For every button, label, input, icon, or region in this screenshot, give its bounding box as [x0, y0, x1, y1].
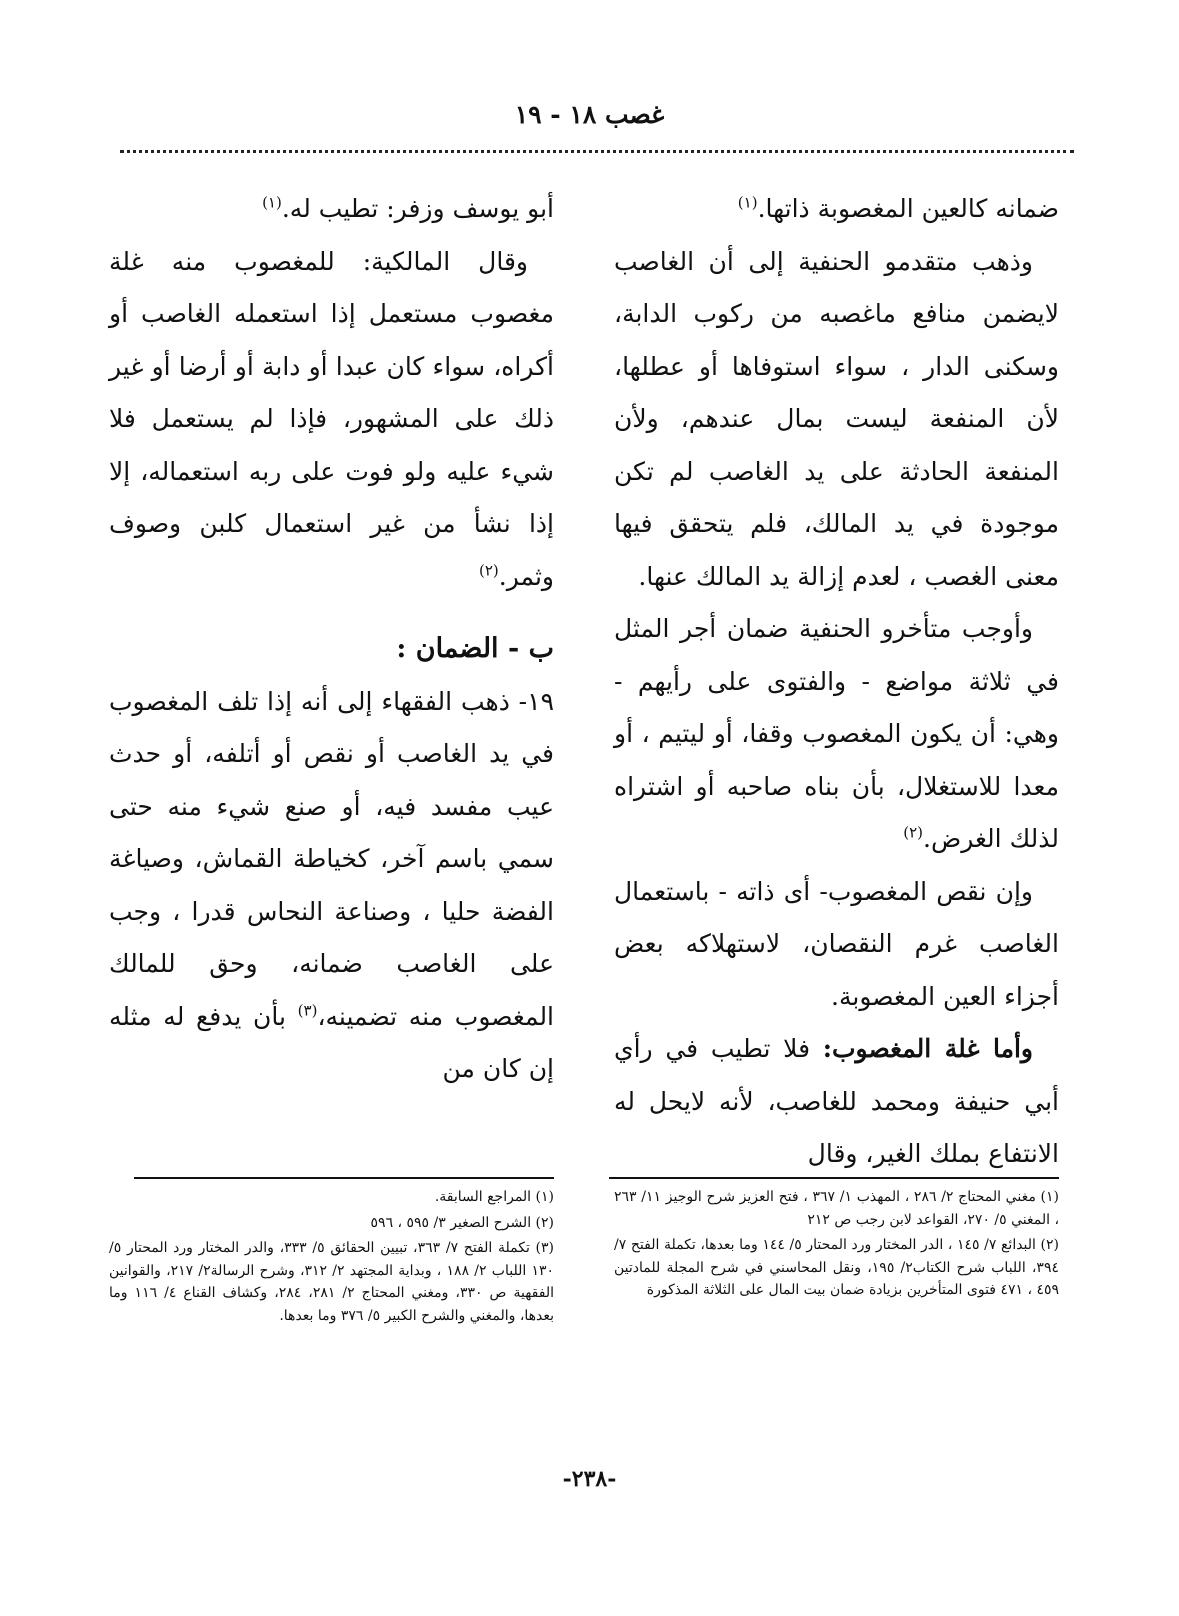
footnote-marker: (١): [737, 193, 758, 212]
left-paragraph-2: [109, 236, 554, 604]
left-paragraph-3-continuation: بأن يدفع له مثله إن كان من: [109, 1001, 554, 1083]
footnote: (٢) البدائع ٧/ ١٤٥ ، الدر المختار ورد المحتار ٥/ ١٤٤ وما بعدها، تكملة الفتح ٧/ ٣٩٤، اللباب شرح الكتاب٢/ ١٩٥، ونقل المحاسني في شرح المجلة للمادتين ٤٥٩ ، ٤٧١ فتوى المتأخرين بزيادة ضمان بيت المال على الثلاثة المذكورة: [614, 1237, 1060, 1298]
footnote: (١) المراجع السابقة.: [434, 1189, 554, 1205]
footnote: (٢) الشرح الصغير ٣/ ٥٩٥ ، ٥٩٦: [370, 1214, 554, 1231]
footnotes-right: [614, 1186, 1059, 1305]
footnote: (١) مغني المحتاج ٢/ ٢٨٦ ، المهذب ١/ ٣٦٧ ، فتح العزيز شرح الوجيز ١١/ ٢٦٣ ، المغني ٥/ ٢٧٠، القواعد لابن رجب ص ٢١٢: [614, 1189, 1060, 1228]
right-paragraph-5: [614, 1023, 1059, 1181]
right-paragraph-1: [614, 183, 1059, 236]
footnote: (٣) تكملة الفتح ٧/ ٣٦٣، تبيين الحقائق ٥/ ٣٣٣، والدر المختار ورد المحتار ٥/ ١٣٠ اللباب ٢/ ١٨٨ ، وبداية المجتهد ٢/ ٣١٢، وشرح الرسالة٢/ ٢١٧، والقوانين الفقهية ص ٣٣٠، ومغني المحتاج ٢/ ٢٨١، ٢٨٤، وكشاف القناع ٤/ ١١٦ وما بعدها، والمغني والشرح الكبير ٥/ ٣٧٦ وما بعدها.: [109, 1240, 555, 1324]
header-dotted-rule: [120, 150, 1074, 153]
footnote-rule-right: [609, 1177, 1059, 1179]
page-number: -٢٣٨-: [562, 1466, 617, 1492]
footnote-rule-left: [134, 1177, 554, 1179]
left-paragraph-3-text: ١٩- ذهب الفقهاء إلى أنه إذا تلف المغصوب في يد الغاصب أو نقص أو أتلفه، أو حدث عيب مفسد فيه، أو صنع شيء منه حتى سمي باسم آخر، كخياطة القماش، وصياغة الفضة حليا ، وصناعة النحاس قدرا ، وجب على الغاصب ضمانه، وحق للمالك المغصوب منه تضمينه،: [109, 686, 555, 1031]
footnote-marker: (٢): [903, 823, 924, 842]
left-paragraph-3: [109, 676, 554, 1096]
left-column: [109, 183, 554, 1096]
left-paragraph-1: [109, 183, 554, 236]
right-paragraph-5-text: فلا تطيب في رأي أبي حنيفة ومحمد للغاصب، لأنه لايحل له الانتفاع بملك الغير، وقال: [614, 1034, 1059, 1168]
page-header-title: غصب ١٨ - ١٩: [514, 100, 665, 129]
footnote-marker: (٣): [297, 1001, 318, 1020]
footnote-marker: (١): [262, 193, 282, 212]
right-paragraph-3-text: وأوجب متأخرو الحنفية ضمان أجر المثل في ثلاثة مواضع - والفتوى على رأيهم - وهي: أن يكون المغصوب وقفا، أو ليتيم ، أو معدا للاستغلال، بأن بناه صاحبه أو اشتراه لذلك الغرض.: [614, 614, 1059, 853]
footnotes-left: [109, 1186, 554, 1330]
footnote-marker: (٢): [478, 561, 499, 580]
right-paragraph-4: وإن نقص المغصوب- أى ذاته - باستعمال الغاصب غرم النقصان، لاستهلاكه بعض أجزاء العين المغصوبة.: [614, 876, 1059, 1011]
right-paragraph-3: [614, 603, 1059, 866]
section-heading: ب - الضمان :: [396, 633, 554, 664]
lead-term: وأما غلة المغصوب:: [822, 1034, 1033, 1063]
right-column: [614, 183, 1059, 1181]
left-paragraph-1-text: أبو يوسف وزفر: تطيب له.: [281, 194, 554, 223]
right-paragraph-2: وذهب متقدمو الحنفية إلى أن الغاصب لايضمن منافع ماغصبه من ركوب الدابة، وسكنى الدار ، سواء استوفاها أو عطلها، لأن المنفعة ليست بمال عندهم، ولأن المنفعة الحادثة على يد الغاصب لم تكن موجودة في يد المالك، فلم يتحقق فيها معنى الغصب ، لعدم إزالة يد المالك عنها.: [614, 246, 1059, 591]
left-paragraph-2-text: وقال المالكية: للمغصوب منه غلة مغصوب مستعمل إذا استعمله الغاصب أو أكراه، سواء كان عبدا أو دابة أو أرضا أو غير ذلك على المشهور، فإذا لم يستعمل فلا شيء عليه ولو فوت على ربه استعماله، إلا إذا نشأ من غير استعمال كلبن وصوف وثمر.: [109, 246, 554, 591]
right-paragraph-1-text: ضمانه كالعين المغصوبة ذاتها.: [757, 194, 1059, 223]
